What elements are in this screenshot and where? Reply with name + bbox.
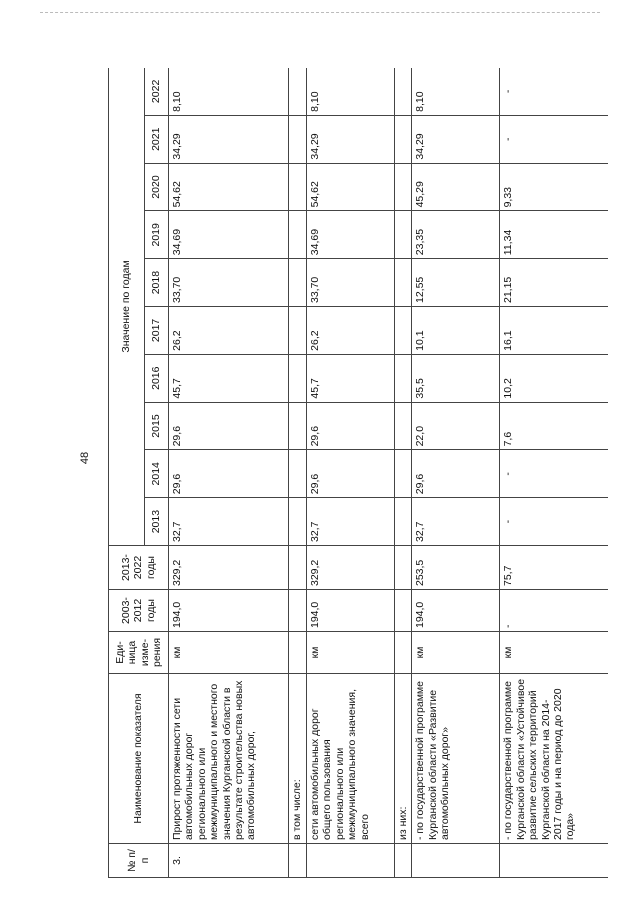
year-value-2021 xyxy=(395,115,412,163)
year-value-2015: 29,6 xyxy=(169,402,289,450)
year-value-2020: 54,62 xyxy=(307,163,395,211)
unit-cell: км xyxy=(500,632,608,674)
year-value-2014 xyxy=(289,450,307,498)
indicators-table xyxy=(108,68,608,878)
table-row xyxy=(169,68,289,878)
period-2003-2012-value xyxy=(289,590,307,632)
year-value-2017: 10,1 xyxy=(412,307,500,355)
header-period-2003-2012: 2003-2012 годы xyxy=(109,590,169,632)
header-year-2017: 2017 xyxy=(145,307,169,355)
table-viewport xyxy=(108,68,608,878)
header-name: Наименование показателя xyxy=(109,674,169,844)
unit-cell xyxy=(289,632,307,674)
year-value-2019: 34,69 xyxy=(169,211,289,259)
period-2013-2022-value: 253,5 xyxy=(412,546,500,590)
year-value-2018 xyxy=(289,259,307,307)
year-value-2019: 23,35 xyxy=(412,211,500,259)
year-value-2022: 8,10 xyxy=(307,68,395,115)
year-value-2013 xyxy=(289,498,307,546)
header-year-2022: 2022 xyxy=(145,68,169,115)
indicator-name: - по государственной программе Курганской области «Развитие автомобильных дорог» xyxy=(412,674,500,844)
row-number xyxy=(412,844,500,878)
period-2003-2012-value: 194,0 xyxy=(412,590,500,632)
table-row xyxy=(289,68,307,878)
period-2013-2022-value xyxy=(395,546,412,590)
period-2003-2012-value: - xyxy=(500,590,608,632)
year-value-2018: 33,70 xyxy=(307,259,395,307)
year-value-2015: 7,6 xyxy=(500,402,608,450)
year-value-2013: 32,7 xyxy=(169,498,289,546)
year-value-2015: 29,6 xyxy=(307,402,395,450)
year-value-2020 xyxy=(289,163,307,211)
year-value-2022: 8,10 xyxy=(169,68,289,115)
year-value-2013 xyxy=(395,498,412,546)
rotated-table-container xyxy=(108,68,608,878)
indicator-name: в том числе: xyxy=(289,674,307,844)
table-row xyxy=(395,68,412,878)
table-row xyxy=(412,68,500,878)
unit-cell: км xyxy=(169,632,289,674)
year-value-2017: 26,2 xyxy=(307,307,395,355)
year-value-2021 xyxy=(289,115,307,163)
year-value-2020 xyxy=(395,163,412,211)
row-number: 3. xyxy=(169,844,289,878)
year-value-2018: 12,55 xyxy=(412,259,500,307)
year-value-2013: 32,7 xyxy=(412,498,500,546)
year-value-2020: 9,33 xyxy=(500,163,608,211)
year-value-2015: 22,0 xyxy=(412,402,500,450)
period-2003-2012-value xyxy=(395,590,412,632)
header-year-2018: 2018 xyxy=(145,259,169,307)
page-top-rule xyxy=(40,12,600,13)
year-value-2019 xyxy=(289,211,307,259)
year-value-2021: - xyxy=(500,115,608,163)
year-value-2020: 54,62 xyxy=(169,163,289,211)
year-value-2022: - xyxy=(500,68,608,115)
unit-cell: км xyxy=(307,632,395,674)
year-value-2016: 10,2 xyxy=(500,354,608,402)
year-value-2022 xyxy=(289,68,307,115)
year-value-2017 xyxy=(395,307,412,355)
row-number xyxy=(500,844,608,878)
table-row xyxy=(307,68,395,878)
year-value-2019 xyxy=(395,211,412,259)
year-value-2016 xyxy=(395,354,412,402)
period-2003-2012-value: 194,0 xyxy=(169,590,289,632)
year-value-2013: 32,7 xyxy=(307,498,395,546)
row-number xyxy=(395,844,412,878)
year-value-2017 xyxy=(289,307,307,355)
header-year-2013: 2013 xyxy=(145,498,169,546)
indicator-name: Прирост протяженности сети автомобильных дорог регионального или межмуниципального и местного значения Курганской области в результате строительства новых автомобильных дорог, xyxy=(169,674,289,844)
header-num: № п/п xyxy=(109,844,169,878)
header-period-2013-2022: 2013-2022 годы xyxy=(109,546,169,590)
period-2013-2022-value: 329,2 xyxy=(307,546,395,590)
header-unit: Еди-ница изме-рения xyxy=(109,632,169,674)
year-value-2014: 29,6 xyxy=(169,450,289,498)
year-value-2021: 34,29 xyxy=(307,115,395,163)
year-value-2017: 16,1 xyxy=(500,307,608,355)
year-value-2022 xyxy=(395,68,412,115)
year-value-2021: 34,29 xyxy=(169,115,289,163)
year-value-2019: 11,34 xyxy=(500,211,608,259)
year-value-2022: 8,10 xyxy=(412,68,500,115)
period-2013-2022-value: 329,2 xyxy=(169,546,289,590)
year-value-2016 xyxy=(289,354,307,402)
year-value-2018: 33,70 xyxy=(169,259,289,307)
header-year-2016: 2016 xyxy=(145,354,169,402)
year-value-2014: 29,6 xyxy=(307,450,395,498)
header-year-2014: 2014 xyxy=(145,450,169,498)
row-number xyxy=(307,844,395,878)
year-value-2015 xyxy=(289,402,307,450)
period-2003-2012-value: 194,0 xyxy=(307,590,395,632)
indicator-name: сети автомобильных дорог общего пользования регионального или межмуниципального значения, всего xyxy=(307,674,395,844)
row-number xyxy=(289,844,307,878)
year-value-2016: 45,7 xyxy=(307,354,395,402)
year-value-2016: 45,7 xyxy=(169,354,289,402)
year-value-2015 xyxy=(395,402,412,450)
year-value-2018: 21,15 xyxy=(500,259,608,307)
year-value-2016: 35,5 xyxy=(412,354,500,402)
unit-cell: км xyxy=(412,632,500,674)
year-value-2019: 34,69 xyxy=(307,211,395,259)
indicator-name: - по государственной программе Курганской области «Устойчивое развитие сельских территорий Курганской области на 2014-2017 годы и на период до 2020 года» xyxy=(500,674,608,844)
period-2013-2022-value xyxy=(289,546,307,590)
period-2013-2022-value: 75,7 xyxy=(500,546,608,590)
table-row xyxy=(500,68,608,878)
header-year-2020: 2020 xyxy=(145,163,169,211)
header-year-2021: 2021 xyxy=(145,115,169,163)
unit-cell xyxy=(395,632,412,674)
year-value-2017: 26,2 xyxy=(169,307,289,355)
page-number: 48 xyxy=(79,451,92,465)
header-years-group: Значение по годам xyxy=(109,68,145,546)
header-year-2019: 2019 xyxy=(145,211,169,259)
year-value-2013: - xyxy=(500,498,608,546)
indicator-name: из них: xyxy=(395,674,412,844)
year-value-2014: - xyxy=(500,450,608,498)
year-value-2021: 34,29 xyxy=(412,115,500,163)
year-value-2014: 29,6 xyxy=(412,450,500,498)
header-year-2015: 2015 xyxy=(145,402,169,450)
year-value-2018 xyxy=(395,259,412,307)
year-value-2014 xyxy=(395,450,412,498)
year-value-2020: 45,29 xyxy=(412,163,500,211)
